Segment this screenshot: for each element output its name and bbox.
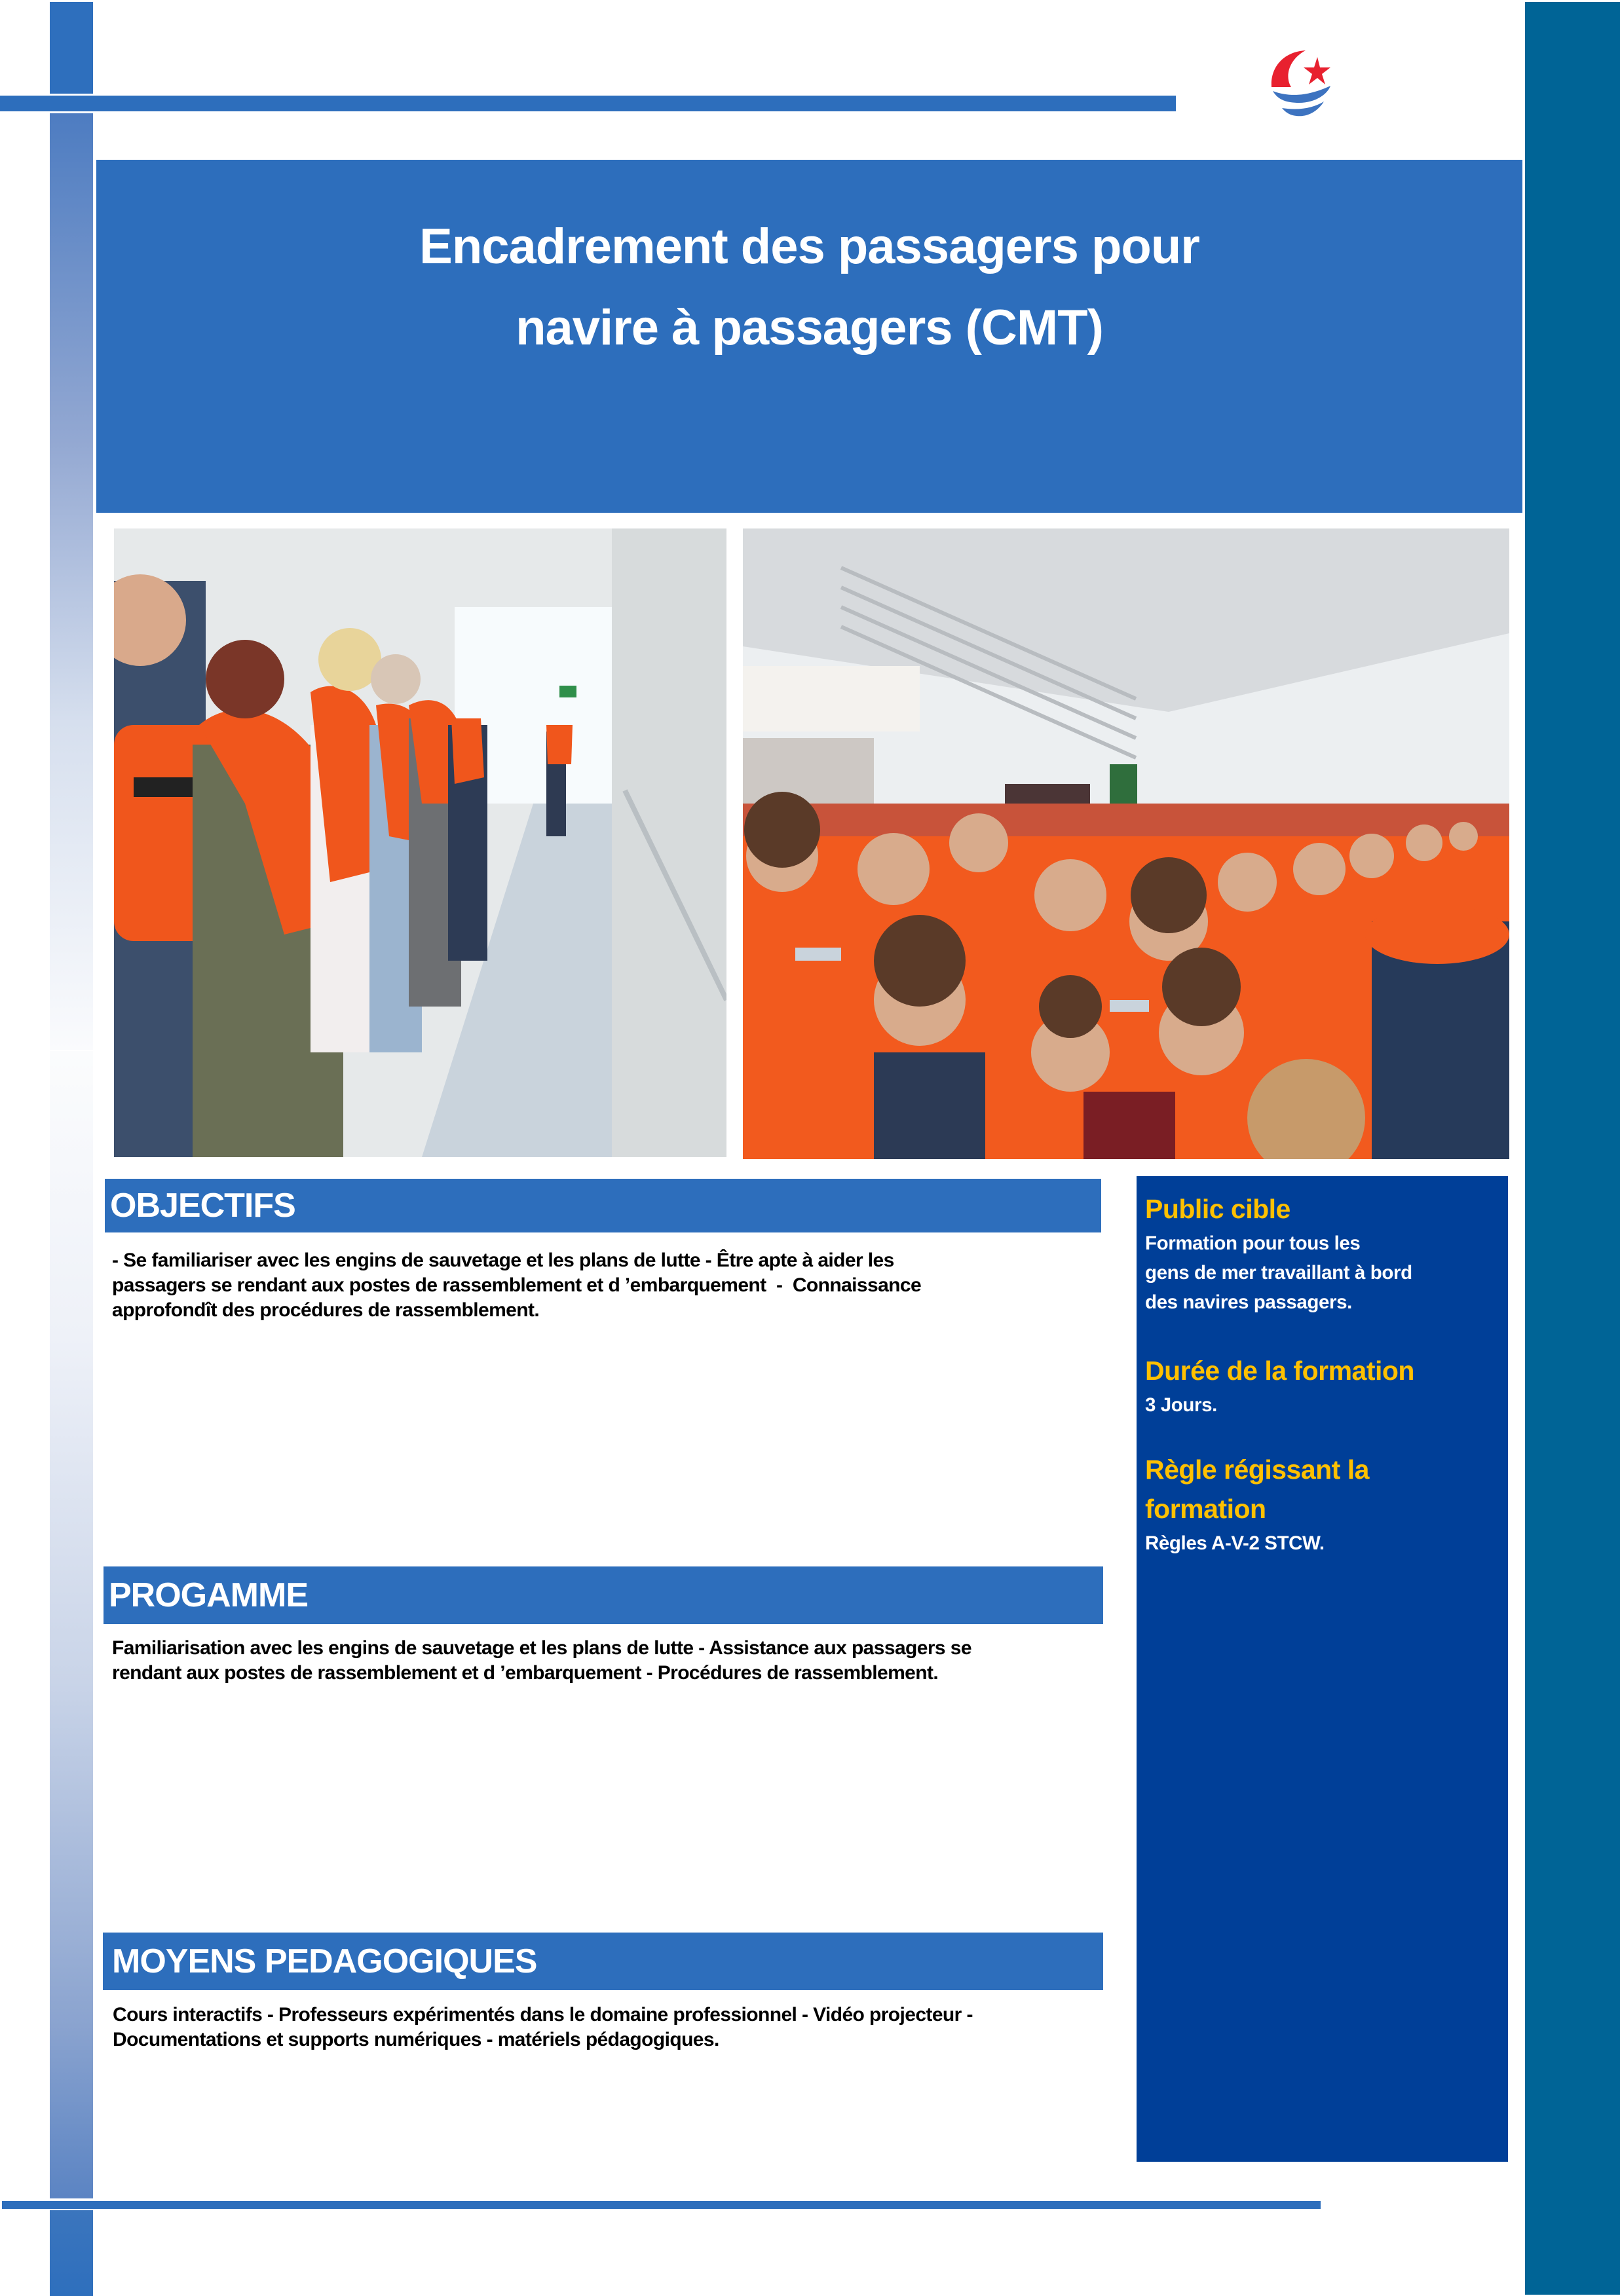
left-gradient-stripe-upper	[50, 113, 93, 1050]
title-banner	[96, 160, 1522, 513]
right-side-band	[1525, 2, 1620, 2295]
programme-heading: PROGAMME	[109, 1576, 308, 1614]
objectifs-line: - Se familiariser avec les engins de sauvetage et les plans de lutte - Être apte à aider les	[112, 1250, 894, 1271]
crescent-star-waves-logo-icon	[1268, 48, 1334, 119]
moyens-pedagogiques-section-header	[103, 1933, 1103, 1990]
regle-block	[1145, 1450, 1499, 1558]
photo-corridor-muster-drill	[114, 528, 726, 1157]
programme-line: rendant aux postes de rassemblement et d ’embarquement - Procédures de rassemblement.	[112, 1662, 939, 1684]
regle-value: Règles A-V-2 STCW.	[1145, 1532, 1325, 1554]
left-decorative-stripe-bottom	[50, 2210, 93, 2296]
objectifs-body	[112, 1248, 1095, 1323]
title-line-1: Encadrement des passagers pour	[419, 218, 1199, 274]
programme-line: Familiarisation avec les engins de sauvetage et les plans de lutte - Assistance aux passagers se	[112, 1637, 971, 1659]
public-cible-line: des navires passagers.	[1145, 1291, 1352, 1313]
programme-section-header	[104, 1566, 1103, 1624]
bottom-horizontal-rule	[2, 2201, 1321, 2209]
photo-deck-muster-drill	[743, 528, 1509, 1159]
left-decorative-stripe	[50, 2, 93, 94]
moyens-body	[113, 2003, 1102, 2052]
moyens-line: Documentations et supports numériques - matériels pédagogiques.	[113, 2029, 719, 2050]
course-info-panel	[1137, 1176, 1508, 2162]
public-cible-line: gens de mer travaillant à bord	[1145, 1262, 1412, 1284]
moyens-line: Cours interactifs - Professeurs expérimentés dans le domaine professionnel - Vidéo projecteur -	[113, 2004, 973, 2026]
programme-body	[112, 1636, 1101, 1686]
page-title	[419, 206, 1199, 369]
title-line-2: navire à passagers (CMT)	[516, 299, 1103, 356]
public-cible-line: Formation pour tous les	[1145, 1232, 1361, 1254]
objectifs-line: passagers se rendant aux postes de rassemblement et d ’embarquement - Connaissance	[112, 1274, 922, 1296]
left-gradient-stripe-lower	[50, 1051, 93, 2198]
moyens-heading: MOYENS PEDAGOGIQUES	[112, 1942, 537, 1980]
regle-heading-line: Règle régissant la	[1145, 1454, 1369, 1485]
public-cible-block	[1145, 1189, 1499, 1317]
top-horizontal-rule	[0, 96, 1176, 111]
objectifs-heading: OBJECTIFS	[110, 1187, 295, 1225]
objectifs-line: approfondît des procédures de rassemblement.	[112, 1299, 540, 1321]
objectifs-section-header	[105, 1179, 1101, 1232]
duree-value: 3 Jours.	[1145, 1394, 1217, 1416]
public-cible-heading: Public cible	[1145, 1194, 1290, 1224]
duree-heading: Durée de la formation	[1145, 1356, 1414, 1386]
regle-heading-line: formation	[1145, 1494, 1266, 1524]
duree-block	[1145, 1351, 1499, 1420]
